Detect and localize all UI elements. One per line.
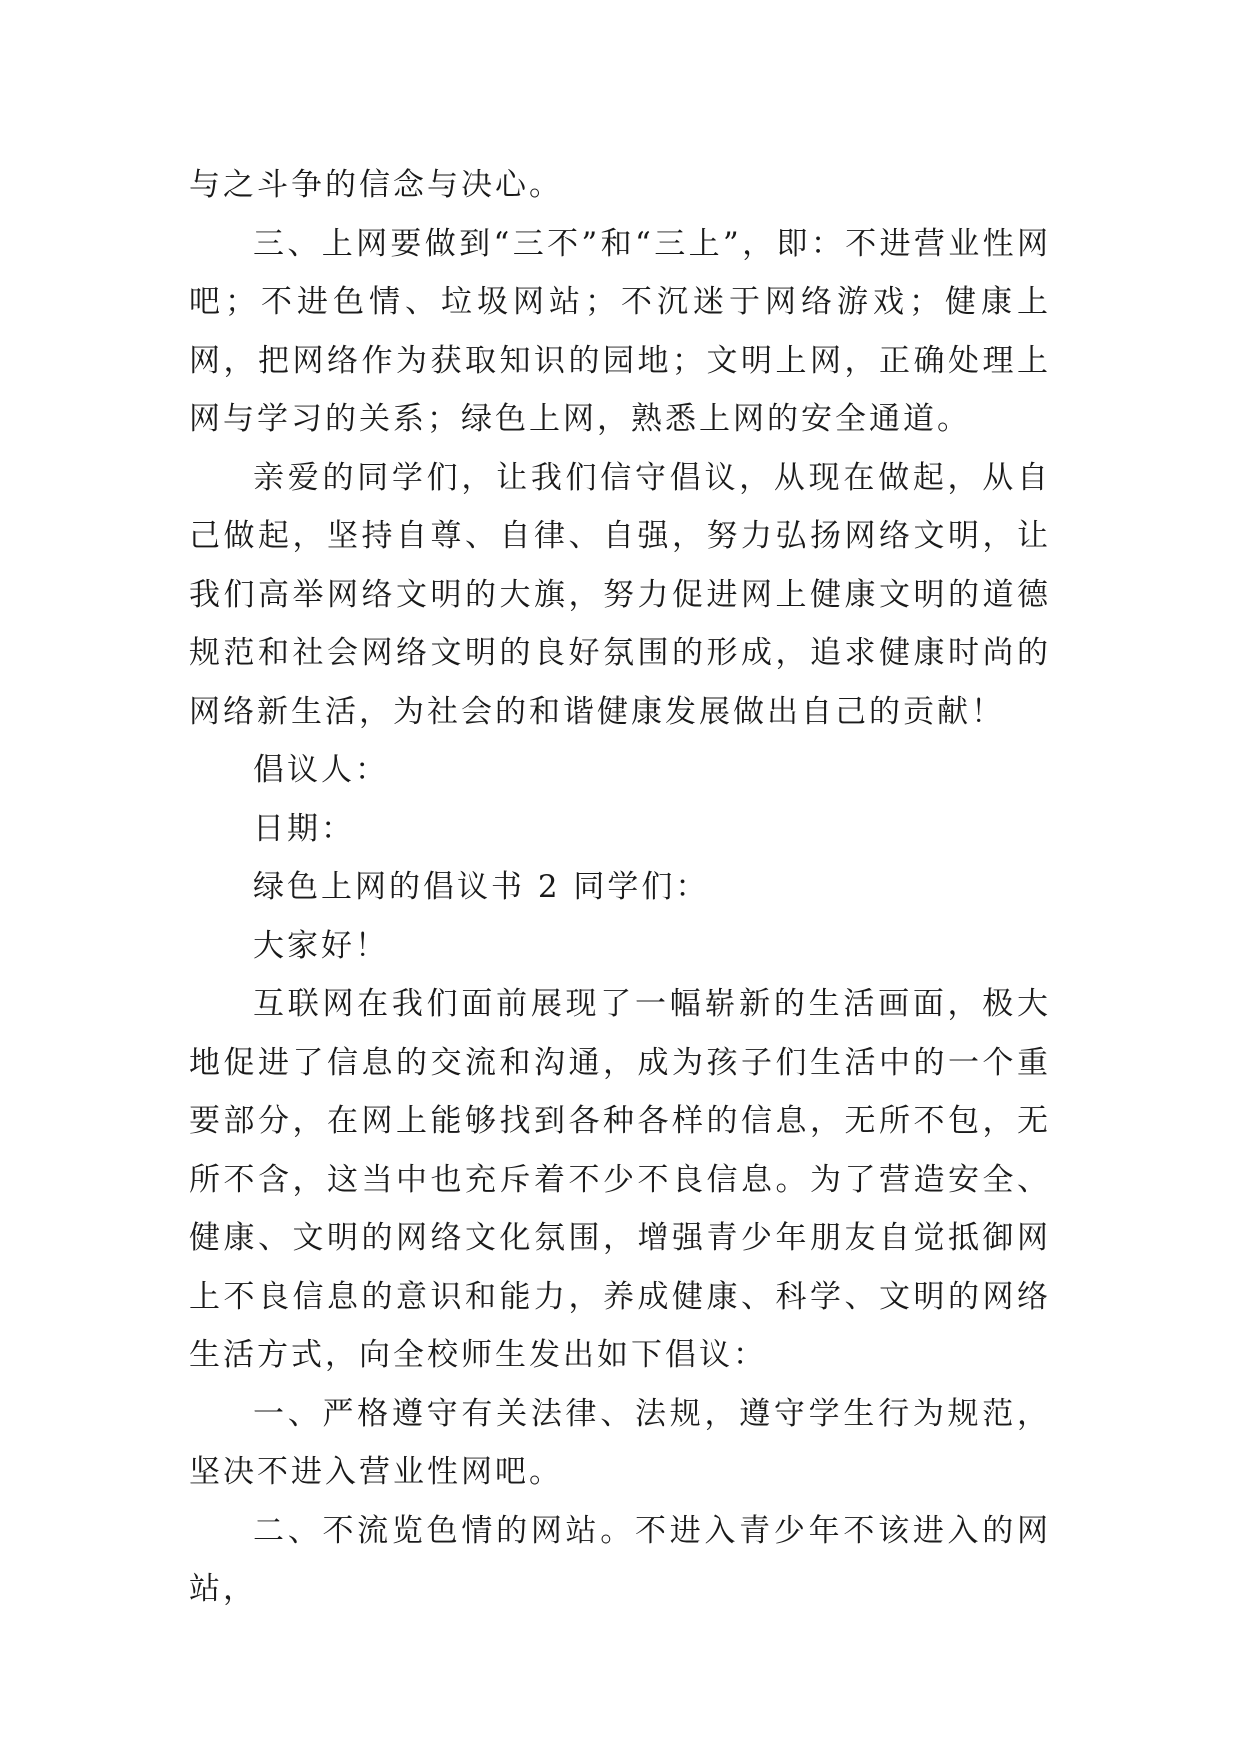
paragraph-item-one: 一、严格遵守有关法律、法规，遵守学生行为规范，坚决不进入营业性网吧。: [189, 1395, 1051, 1490]
proposer-label: 倡议人：: [253, 752, 389, 788]
paragraph-three-rules: 三、上网要做到“三不”和“三上”，即：不进营业性网吧；不进色情、垃圾网站；不沉迷于网络游戏；健康上网，把网络作为获取知识的园地；文明上网，正确处理上网与学习的关系；绿色上网，熟悉上网的安全通道。: [189, 225, 1051, 437]
paragraph-appeal: 亲爱的同学们，让我们信守倡议，从现在做起，从自己做起，坚持自尊、自律、自强，努力弘扬网络文明，让我们高举网络文明的大旗，努力促进网上健康文明的道德规范和社会网络文明的良好氛围的形成，追求健康时尚的网络新生活，为社会的和谐健康发展做出自己的贡献！: [189, 459, 1051, 730]
paragraph-item-two: 二、不流览色情的网站。不进入青少年不该进入的网站，: [189, 1512, 1051, 1607]
second-proposal-heading: 绿色上网的倡议书 2 同学们：: [253, 869, 710, 905]
date-label: 日期：: [253, 810, 355, 847]
paragraph-continuation: 与之斗争的信念与决心。: [189, 167, 563, 203]
paragraph-introduction: 互联网在我们面前展现了一幅崭新的生活画面，极大地促进了信息的交流和沟通，成为孩子们生活中的一个重要部分，在网上能够找到各种各样的信息，无所不包，无所不含，这当中也充斥着不少不良信息。为了营造安全、健康、文明的网络文化氛围，增强青少年朋友自觉抵御网上不良信息的意识和能力，养成健康、科学、文明的网络生活方式，向全校师生发出如下倡议：: [189, 986, 1051, 1373]
greeting: 大家好！: [253, 927, 389, 964]
document-body: [189, 156, 1051, 1619]
